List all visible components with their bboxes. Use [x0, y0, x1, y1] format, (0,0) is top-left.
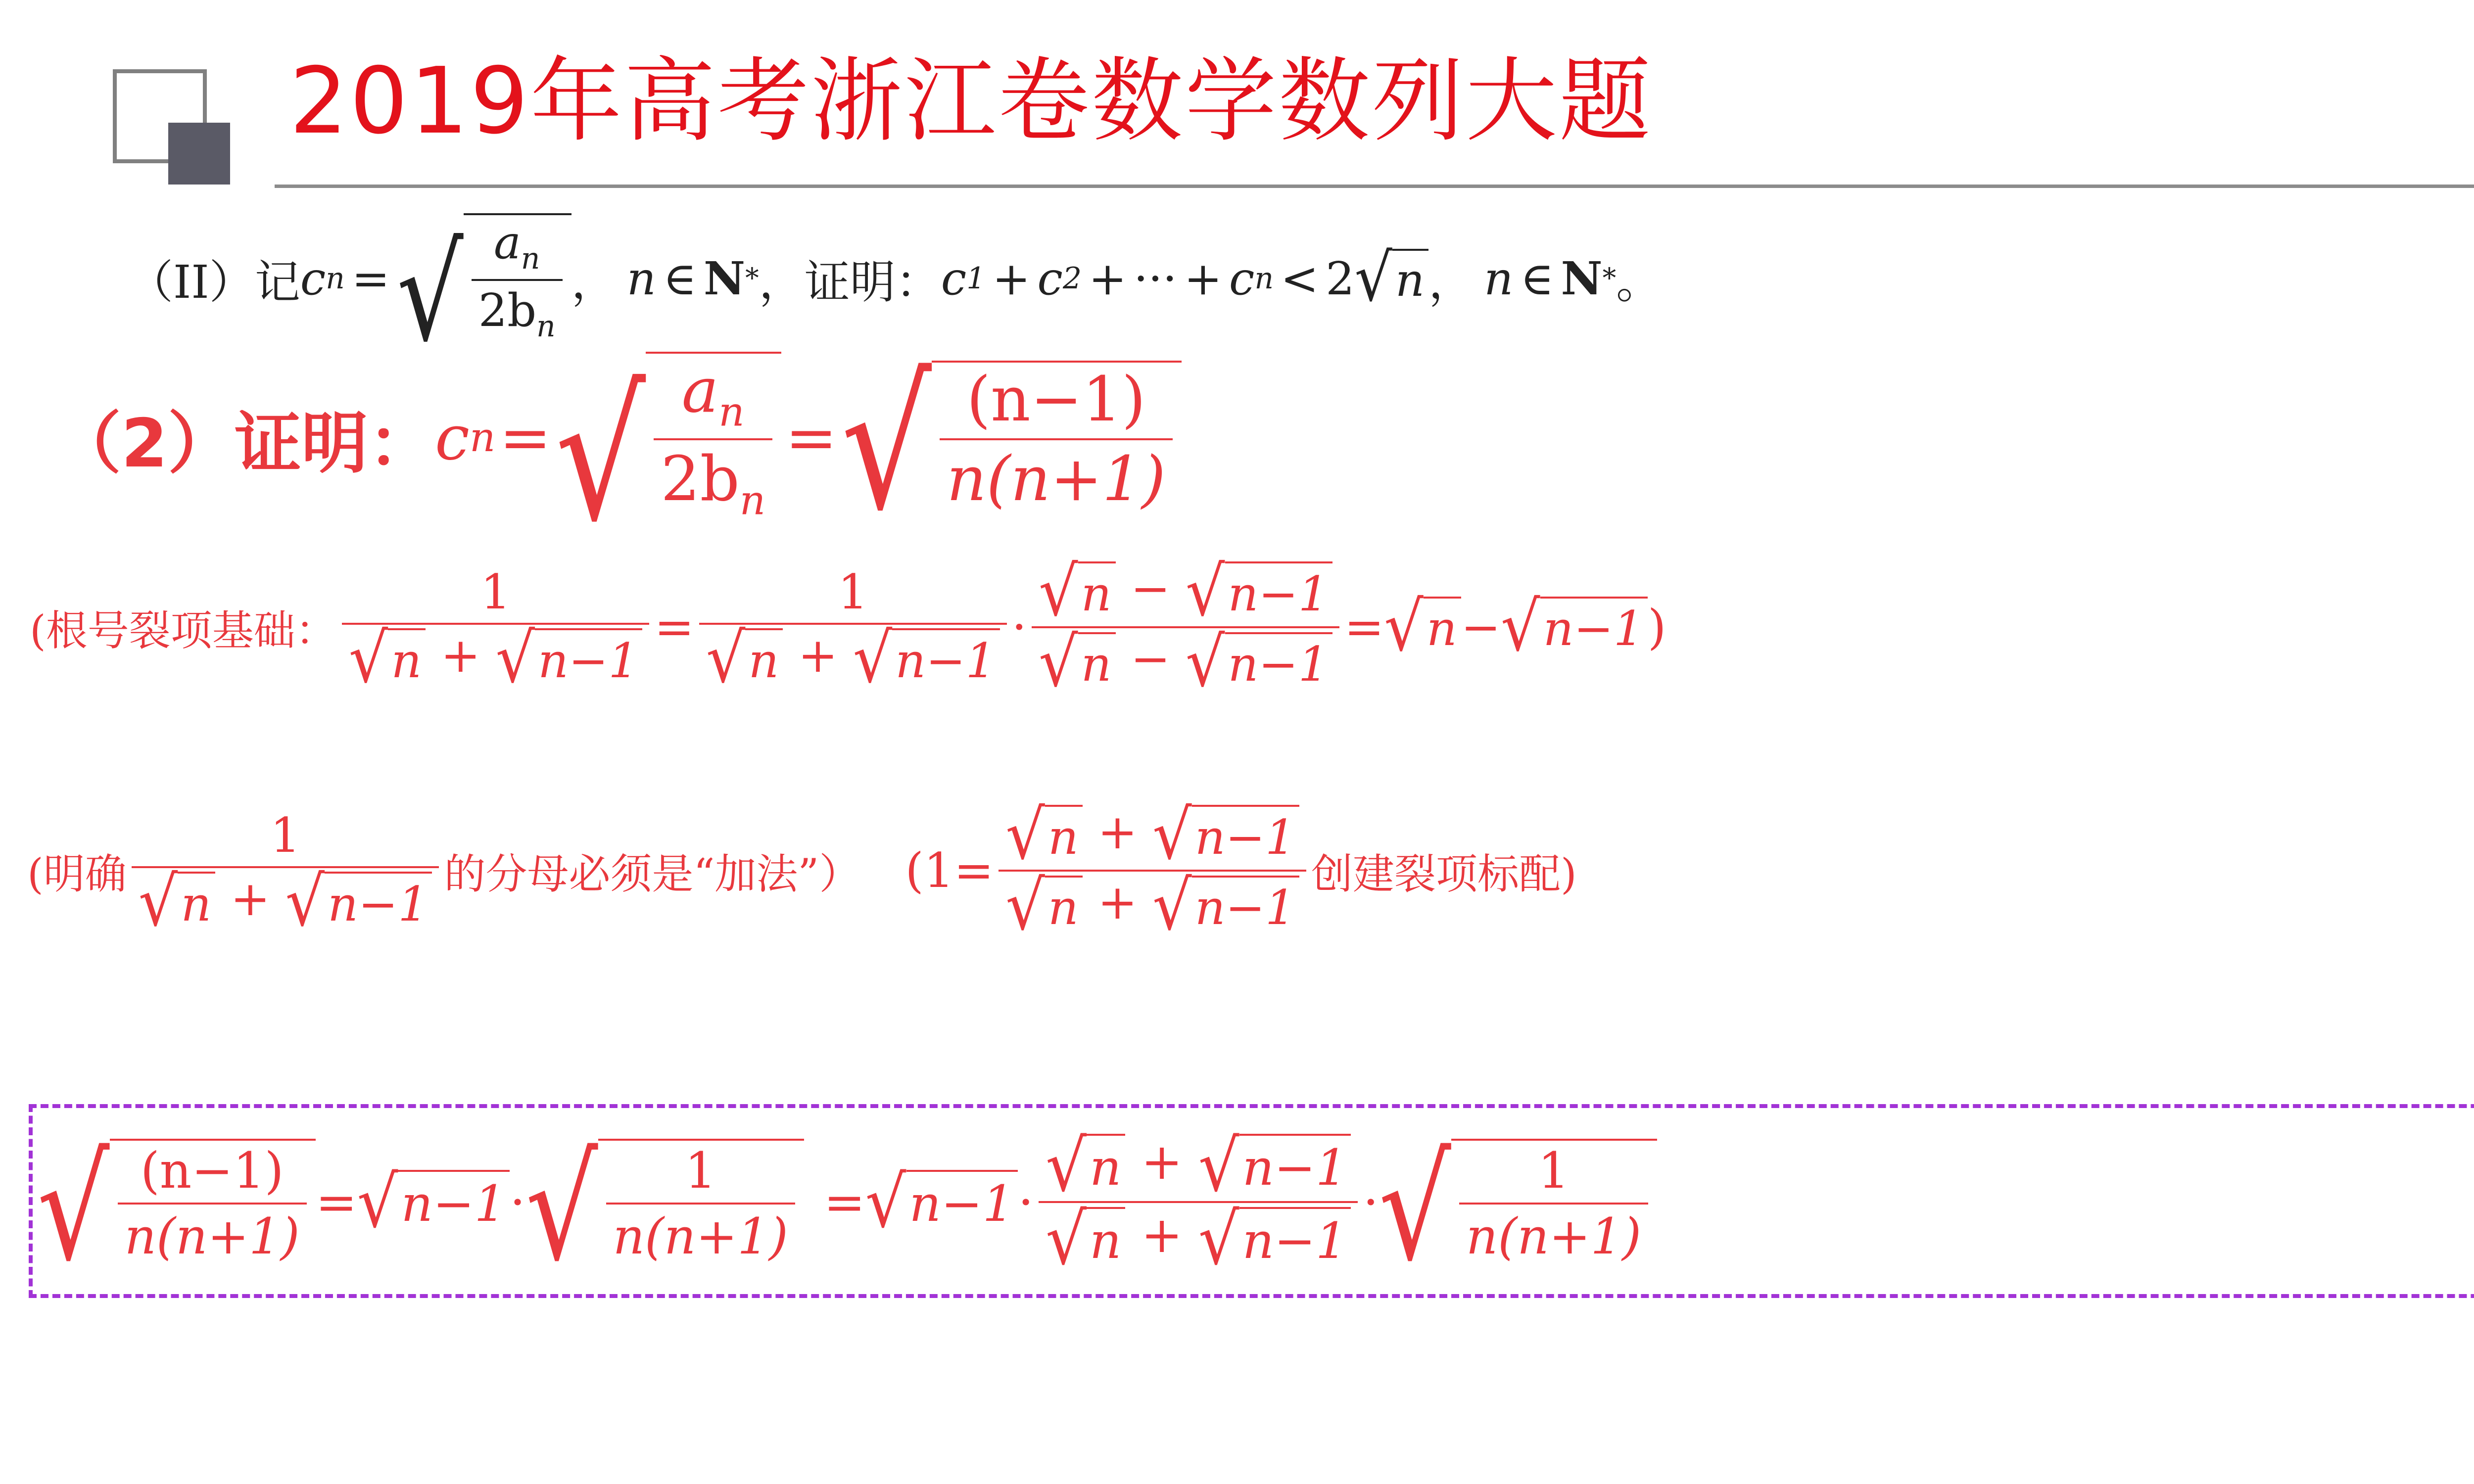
sqrt-n1-nn1: √ $\frac{(n-1)}{n(n+1)}$ [841, 361, 1182, 515]
sqrt-an-2bn: √ $\frac{a_n}{2b_n}$ [555, 352, 781, 524]
part-label: （II） [128, 256, 255, 309]
ji-label: 记 [254, 256, 300, 309]
problem-statement: （II） 记 c n = √ $\frac{a_n}{2b_n}$ ， n ∈ N * ， 证明： c 1 + c 2 + ··· + c n < 2 √ n ， n ∈ N * 。 [128, 212, 1662, 345]
fraction-an-2bn: $\frac{a_n}{2b_n}$ [472, 216, 563, 344]
fraction-1-over-sum: 1 √ n + √ n−1 [342, 564, 650, 690]
hint-radical-telescoping: (根号裂项基础： 1 √ n + √ n−1 = 1 √ n + √ n−1 · √ n − √ n−1 √ n − √ n−1 = √ n − √ n−1 ) [30, 552, 1666, 702]
logo-icon [113, 69, 276, 186]
fraction-1-over-sum-2: 1 √ n + √ n−1 [699, 564, 1007, 690]
sqrt-cn-def: √ $\frac{a_n}{2b_n}$ [397, 213, 571, 344]
zhengming-label: 证明： [804, 256, 941, 309]
fraction-sum-over-sum: √ n + √ n−1 √ n + √ n−1 [999, 804, 1306, 937]
page-title: 2019年高考浙江卷数学数列大题 [289, 47, 1653, 154]
fraction-diff-over-diff: √ n − √ n−1 √ n − √ n−1 [1032, 561, 1339, 694]
proof-line: （2）证明： c n = √ $\frac{a_n}{2b_n}$ = √ $\frac{(n-1)}{n(n+1)}$ [54, 346, 1182, 529]
fraction-1-over-sum-3: 1 √ n + √ n−1 [132, 808, 439, 933]
logo-square-filled [168, 123, 230, 185]
proof-label: （2）证明： [54, 405, 435, 482]
boxed-derivation: √ $\frac{(n-1)}{n(n+1)}$ = √ n−1 · √ $\frac{1}{n(n+1)}$ = √ n−1 · √ n + √ n−1 √ n + √ n−1 · √ $\frac{1}{n(n+1)}$ [37, 1115, 1657, 1289]
hint-denominator-addition: (明确 1 √ n + √ n−1 的分母必须是“加法”） (1= √ n + √ n−1 √ n + √ n−1 创建裂项标配) [27, 795, 1577, 945]
title-divider [275, 185, 2474, 188]
